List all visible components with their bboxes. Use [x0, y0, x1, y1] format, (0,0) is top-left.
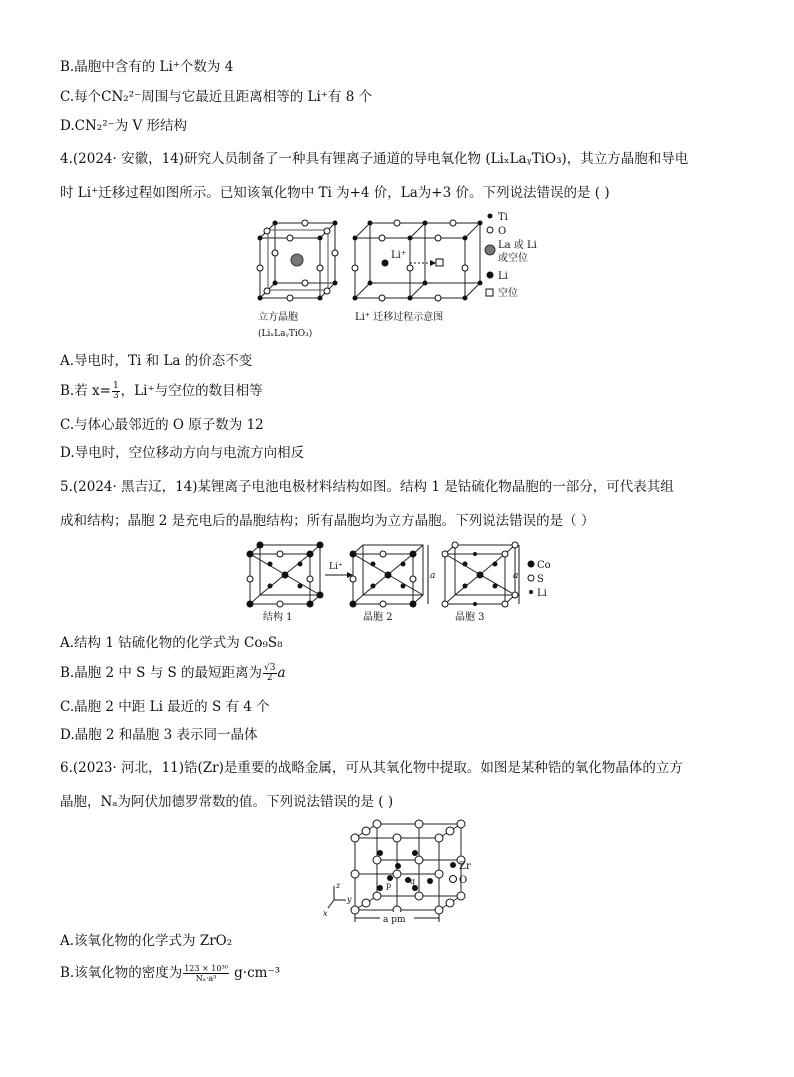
- q4-option-a: A.导电时，Ti 和 La 的价态不变: [60, 353, 253, 369]
- q6-axis-z: z: [336, 881, 341, 890]
- q5-edge-label-1: a: [430, 571, 436, 581]
- legend-vacancy: 空位: [498, 288, 518, 299]
- q4-option-c: C.与体心最邻近的 O 原子数为 12: [60, 417, 264, 433]
- q6-legend: [448, 858, 498, 888]
- q5-option-a: A.结构 1 钴硫化物的化学式为 Co₉S₈: [60, 635, 283, 651]
- legend-ti: Ti: [498, 212, 508, 223]
- q4-stem-line2: 时 Li⁺迁移过程如图所示。已知该氧化物中 Ti 为+4 价，La为+3 价。下列说法错误的是 ( ): [60, 185, 610, 201]
- legend-li-q5: Li: [537, 588, 547, 599]
- q5-option-d: D.晶胞 2 和晶胞 3 表示同一晶体: [60, 727, 258, 743]
- q5-option-b-post: a: [277, 665, 286, 681]
- q5-caption-3: 晶胞 3: [455, 612, 485, 623]
- q4-option-d: D.导电时，空位移动方向与电流方向相反: [60, 445, 305, 461]
- q5-stem-line2: 成和结构；晶胞 2 是充电后的晶胞结构；所有晶胞均为立方晶胞。下列说法错误的是（ ）: [60, 513, 595, 529]
- q5-option-b: [60, 664, 286, 683]
- q4-li-label: Li⁺: [391, 250, 407, 261]
- legend-la-2: 或空位: [498, 253, 528, 264]
- q6-axis-x: x: [323, 909, 328, 918]
- q4-option-b-fraction: [112, 382, 120, 401]
- q6-axis-y: y: [347, 895, 352, 904]
- q3-option-b: B.晶胞中含有的 Li⁺个数为 4: [60, 59, 234, 75]
- q5-option-b-pre: B.晶胞 2 中 S 与 S 的最短距离为: [60, 665, 263, 681]
- q6-option-b-fraction: [183, 964, 229, 983]
- q6-label-q: q: [410, 877, 416, 886]
- q4-caption-left-2: (LiₓLaᵧTiO₃): [258, 329, 313, 339]
- q6-b-den: Nₐ·a³: [195, 974, 217, 983]
- legend-zr: Zr: [459, 861, 471, 872]
- q5-stem-line1: 5.(2024· 黑吉辽，14)某锂离子电池电极材料结构如图。结构 1 是钴硫化物晶胞的一部分，可代表其组: [60, 479, 674, 495]
- q5-edge-label-2: a: [513, 571, 519, 581]
- q6-option-b-pre: B.该氧化物的密度为: [60, 965, 183, 981]
- legend-la-1: La 或 Li: [498, 240, 537, 251]
- q4-b-den: 3: [112, 391, 119, 401]
- q3-option-c: C.每个CN₂²⁻周围与它最近且距离相等的 Li⁺有 8 个: [60, 89, 373, 105]
- q6-option-b-post: g·cm⁻³: [229, 965, 280, 981]
- legend-s: S: [537, 574, 544, 585]
- legend-co: Co: [537, 560, 551, 571]
- q6-label-p: p: [386, 881, 392, 890]
- q6-stem-line2: 晶胞，Nₐ为阿伏加德罗常数的值。下列说法错误的是 ( ): [60, 794, 394, 810]
- q4-figure: [250, 208, 570, 348]
- legend-o: O: [498, 226, 507, 237]
- q4-option-b-pre: B.若 x=: [60, 383, 111, 399]
- q4-option-b: [60, 382, 263, 401]
- q5-b-num: √3: [264, 663, 276, 673]
- q6-stem-line1: 6.(2023· 河北，11)锆(Zr)是重要的战略金属，可从其氧化物中提取。如图是某种锆的氧化物晶体的立方: [60, 760, 683, 776]
- legend-li: Li: [498, 271, 508, 282]
- q5-crystal-diagram: [245, 540, 565, 626]
- q4-stem-line1: 4.(2024· 安徽，14)研究人员制备了一种具有锂离子通道的导电氧化物 (LiₓLaᵧTiO₃)，其立方晶胞和导电: [60, 151, 689, 167]
- q4-crystal-diagram: [250, 208, 570, 348]
- q5-figure: [245, 540, 565, 626]
- q5-caption-2: 晶胞 2: [363, 612, 393, 623]
- q5-caption-1: 结构 1: [263, 612, 293, 623]
- q4-caption-left-1: 立方晶胞: [258, 312, 298, 323]
- q4-option-b-post: ，Li⁺与空位的数目相等: [120, 383, 263, 399]
- q6-option-a: A.该氧化物的化学式为 ZrO₂: [60, 933, 233, 949]
- legend-o-q6: O: [459, 875, 468, 886]
- q5-arrow-label: Li⁺: [329, 562, 343, 572]
- q6-scale-label: a pm: [383, 915, 406, 925]
- q5-option-b-fraction: [263, 664, 276, 683]
- q4-caption-right: Li⁺ 迁移过程示意图: [355, 312, 444, 323]
- q5-b-den: 2: [266, 673, 273, 683]
- q6-option-b: [60, 964, 280, 983]
- q3-option-d: D.CN₂²⁻为 V 形结构: [60, 118, 188, 134]
- q6-b-num: 123 × 10³⁰: [184, 964, 228, 973]
- q4-b-num: 1: [112, 381, 119, 391]
- q5-option-c: C.晶胞 2 中距 Li 最近的 S 有 4 个: [60, 699, 270, 715]
